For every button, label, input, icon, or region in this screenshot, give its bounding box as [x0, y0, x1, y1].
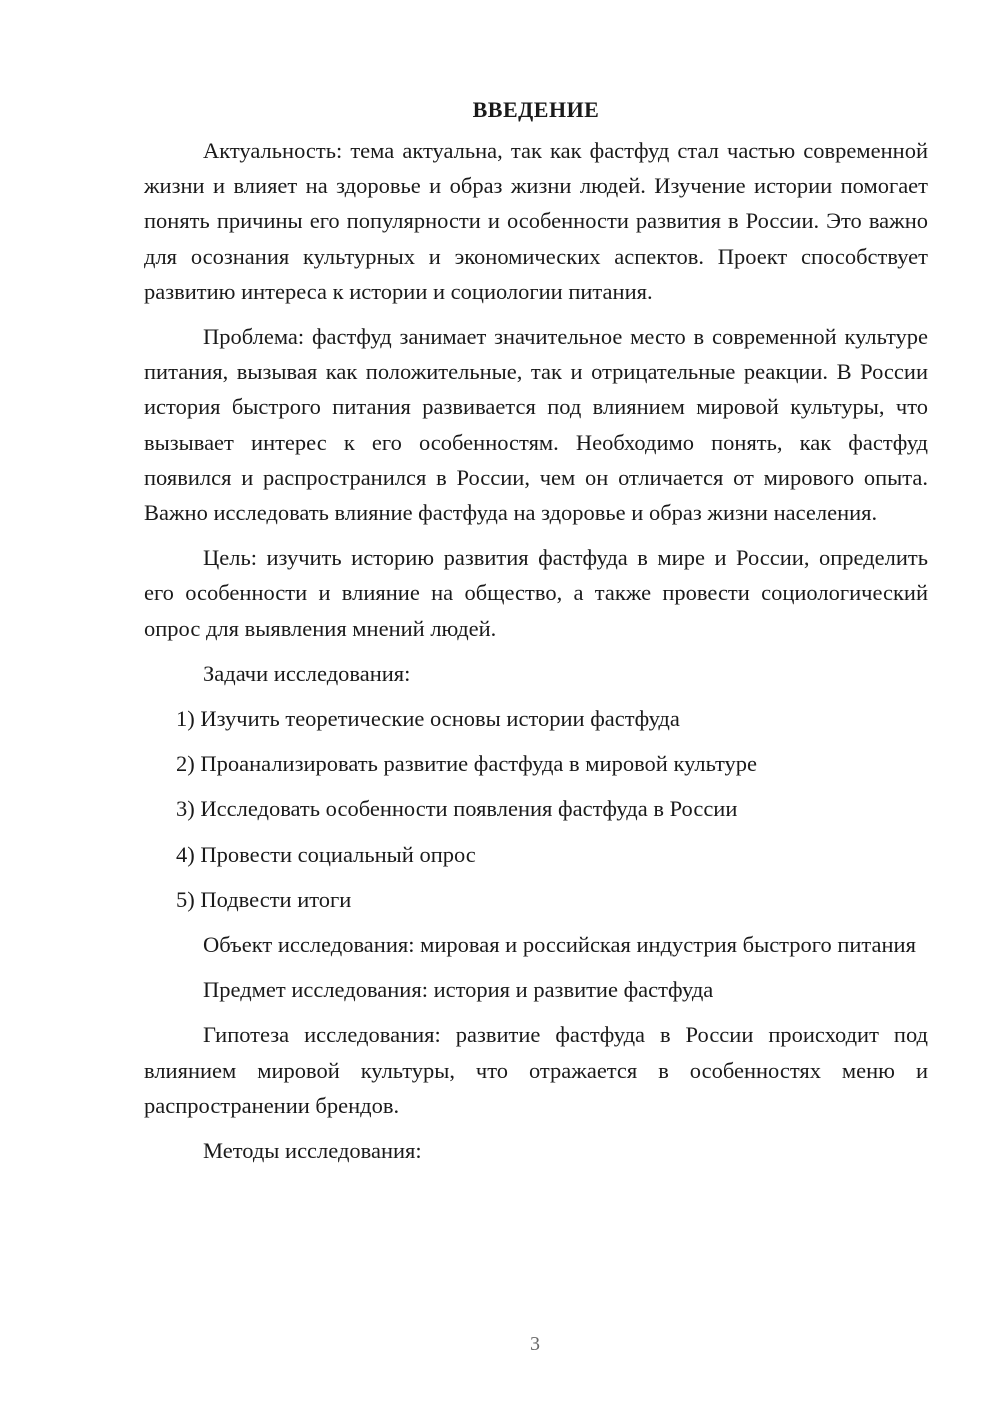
list-item: 5) Подвести итоги: [176, 886, 352, 912]
document-page: [144, 92, 928, 1178]
list-item: 2) Проанализировать развитие фастфуда в мировой культуре: [176, 751, 757, 777]
paragraph-problem: Проблема: фастфуд занимает значительное место в современной культуре питания, вызывая как положительные, так и отрицательные реакции. В России история быстрого питания развивается под влиянием мировой культуры, что вызывает интерес к его особенностям. Необходимо понять, как фастфуд появился и распространился в России, чем он отличается от мирового опыта. Важно исследовать влияние фастфуда на здоровье и образ жизни населения.: [144, 324, 928, 526]
list-item: 4) Провести социальный опрос: [176, 841, 476, 867]
tasks-heading: Задачи исследования:: [203, 660, 411, 686]
methods-heading: Методы исследования:: [203, 1138, 422, 1164]
paragraph-hypothesis: Гипотеза исследования: развитие фастфуда в России происходит под влиянием мировой культуры, что отражается в особенностях меню и распространении брендов.: [144, 1022, 928, 1118]
paragraph-subject: Предмет исследования: история и развитие фастфуда: [203, 977, 714, 1003]
tasks-list: [144, 701, 928, 917]
paragraph-relevance: Актуальность: тема актуальна, так как фастфуд стал частью современной жизни и влияет на здоровье и образ жизни людей. Изучение истории помогает понять причины его популярности и особенности развития в России. Это важно для осознания культурных и экономических аспектов. Проект способствует развитию интереса к истории и социологии питания.: [144, 138, 928, 304]
paragraph-goal: Цель: изучить историю развития фастфуда в мире и России, определить его особенности и влияние на общество, а также провести социологический опрос для выявления мнений людей.: [144, 545, 928, 641]
page-title: ВВЕДЕНИЕ: [472, 97, 600, 122]
paragraph-object: Объект исследования: мировая и российская индустрия быстрого питания: [203, 932, 916, 958]
list-item: 1) Изучить теоретические основы истории фастфуда: [176, 706, 680, 732]
page-number: 3: [530, 1333, 540, 1355]
list-item: 3) Исследовать особенности появления фастфуда в России: [176, 796, 738, 822]
